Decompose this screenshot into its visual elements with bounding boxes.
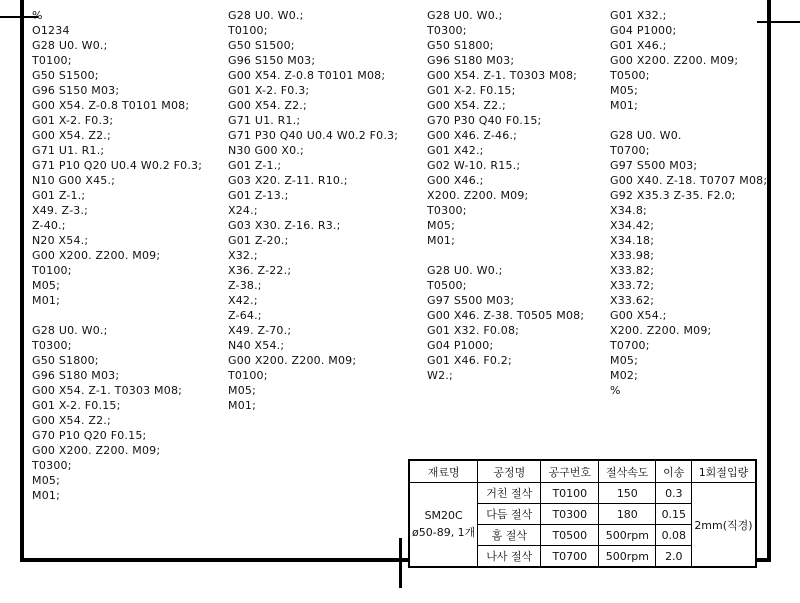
code-line: G28 U0. W0.; <box>32 324 108 337</box>
code-line: G96 S180 M03; <box>427 54 515 67</box>
code-line: M01; <box>228 399 256 412</box>
code-line: G28 U0. W0.; <box>32 39 108 52</box>
code-line: M01; <box>427 234 455 247</box>
code-line: Z-38.; <box>228 279 262 292</box>
code-line: G03 X20. Z-11. R10.; <box>228 174 348 187</box>
code-line: G71 P10 Q20 U0.4 W0.2 F0.3; <box>32 159 203 172</box>
code-line: Z-64.; <box>228 309 262 322</box>
code-line: X49. Z-3.; <box>32 204 89 217</box>
code-line: G97 S500 M03; <box>427 294 515 307</box>
header-feed: 이송 <box>656 460 692 483</box>
code-line: G00 X54. Z-0.8 T0101 M08; <box>228 69 386 82</box>
code-line: M05; <box>32 474 60 487</box>
code-line: X200. Z200. M09; <box>610 324 712 337</box>
code-line: G00 X54. Z-0.8 T0101 M08; <box>32 99 190 112</box>
code-line: G00 X46. Z-46.; <box>427 129 518 142</box>
code-line: G71 U1. R1.; <box>32 144 105 157</box>
code-line: M01; <box>32 294 60 307</box>
code-line: G00 X54. Z-1. T0303 M08; <box>427 69 578 82</box>
code-line: M05; <box>427 219 455 232</box>
feed-cell: 0.3 <box>656 483 692 504</box>
code-line: G01 X-2. F0.15; <box>427 84 516 97</box>
code-line: O1234 <box>32 24 70 37</box>
code-line: X42.; <box>228 294 258 307</box>
speed-cell: 500rpm <box>599 546 656 568</box>
header-depth-of-cut: 1회절입량 <box>692 460 756 483</box>
tool-cell: T0100 <box>541 483 599 504</box>
code-line: T0300; <box>32 339 72 352</box>
code-line: G96 S150 M03; <box>32 84 120 97</box>
code-line: G01 Z-1.; <box>228 159 282 172</box>
code-line: X34.42; <box>610 219 655 232</box>
code-line: G00 X54. Z-1. T0303 M08; <box>32 384 183 397</box>
code-line: M01; <box>32 489 60 502</box>
code-line: G04 P1000; <box>427 339 494 352</box>
code-line: G01 Z-20.; <box>228 234 289 247</box>
gcode-column-3 <box>427 8 584 383</box>
code-line <box>610 113 767 128</box>
code-line: N10 G00 X45.; <box>32 174 116 187</box>
code-line: T0300; <box>427 204 467 217</box>
code-line: G01 X46. F0.2; <box>427 354 512 367</box>
gcode-column-2 <box>228 8 398 413</box>
code-line: G96 S180 M03; <box>32 369 120 382</box>
code-line: M05; <box>32 279 60 292</box>
code-line: G01 X32. F0.08; <box>427 324 520 337</box>
crop-mark-bottom-center <box>399 538 402 588</box>
code-line: Z-40.; <box>32 219 66 232</box>
code-line: X33.62; <box>610 294 655 307</box>
code-line: X24.; <box>228 204 258 217</box>
code-line: T0300; <box>427 24 467 37</box>
feed-cell: 2.0 <box>656 546 692 568</box>
speed-cell: 500rpm <box>599 525 656 546</box>
code-line: G00 X40. Z-18. T0707 M08; <box>610 174 768 187</box>
code-line: X33.98; <box>610 249 655 262</box>
code-line: X36. Z-22.; <box>228 264 292 277</box>
code-line: G01 Z-1.; <box>32 189 86 202</box>
tool-cell: T0700 <box>541 546 599 568</box>
code-line: X34.18; <box>610 234 655 247</box>
code-line: G71 U1. R1.; <box>228 114 301 127</box>
header-process: 공정명 <box>478 460 541 483</box>
code-line: W2.; <box>427 369 453 382</box>
material-cell <box>409 483 478 568</box>
code-line: G01 X46.; <box>610 39 667 52</box>
code-line: G50 S1800; <box>32 354 99 367</box>
code-line: G00 X54. Z2.; <box>427 99 506 112</box>
code-line: G28 U0. W0. <box>610 129 682 142</box>
code-line: % <box>32 9 43 22</box>
code-line: G50 S1500; <box>32 69 99 82</box>
tool-cell: T0500 <box>541 525 599 546</box>
process-cell: 다듬 절삭 <box>478 504 541 525</box>
table-row <box>409 483 756 504</box>
code-line: M02; <box>610 369 638 382</box>
code-line <box>32 308 202 323</box>
code-line: G96 S150 M03; <box>228 54 316 67</box>
code-line: G01 X-2. F0.3; <box>32 114 114 127</box>
code-line: G71 P30 Q40 U0.4 W0.2 F0.3; <box>228 129 399 142</box>
process-cell: 홈 절삭 <box>478 525 541 546</box>
header-tool-number: 공구번호 <box>541 460 599 483</box>
code-line: G70 P30 Q40 F0.15; <box>427 114 542 127</box>
code-line: N40 X54.; <box>228 339 285 352</box>
cutting-conditions-table <box>408 459 757 568</box>
code-line: N20 X54.; <box>32 234 89 247</box>
process-cell: 거친 절삭 <box>478 483 541 504</box>
code-line: T0300; <box>32 459 72 472</box>
code-line: M05; <box>610 354 638 367</box>
code-line: T0700; <box>610 339 650 352</box>
code-line: G01 X32.; <box>610 9 667 22</box>
speed-cell: 150 <box>599 483 656 504</box>
code-line: G00 X54. Z2.; <box>228 99 307 112</box>
process-cell: 나사 절삭 <box>478 546 541 568</box>
code-line: X33.72; <box>610 279 655 292</box>
code-line: G02 W-10. R15.; <box>427 159 521 172</box>
code-line: X33.82; <box>610 264 655 277</box>
tool-cell: T0300 <box>541 504 599 525</box>
code-line: M05; <box>228 384 256 397</box>
code-line: G50 S1500; <box>228 39 295 52</box>
code-line: N30 G00 X0.; <box>228 144 304 157</box>
code-line: T0500; <box>427 279 467 292</box>
code-line: M01; <box>610 99 638 112</box>
code-line: T0100; <box>228 369 268 382</box>
code-line: G28 U0. W0.; <box>427 9 503 22</box>
code-line: G00 X200. Z200. M09; <box>228 354 357 367</box>
code-line: G03 X30. Z-16. R3.; <box>228 219 341 232</box>
feed-cell: 0.08 <box>656 525 692 546</box>
code-line: G70 P10 Q20 F0.15; <box>32 429 147 442</box>
header-material: 재료명 <box>409 460 478 483</box>
code-line: G00 X200. Z200. M09; <box>32 444 161 457</box>
code-line <box>427 248 584 263</box>
code-line: G00 X54.; <box>610 309 667 322</box>
code-line: T0500; <box>610 69 650 82</box>
code-line: T0700; <box>610 144 650 157</box>
frame-border-right <box>767 0 771 562</box>
code-line: SM20C <box>424 509 463 522</box>
code-line: G92 X35.3 Z-35. F2.0; <box>610 189 736 202</box>
code-line: G00 X46. Z-38. T0505 M08; <box>427 309 585 322</box>
feed-cell: 0.15 <box>656 504 692 525</box>
code-line: G01 Z-13.; <box>228 189 289 202</box>
code-line: G00 X54. Z2.; <box>32 129 111 142</box>
code-line: G00 X200. Z200. M09; <box>32 249 161 262</box>
code-line: T0100; <box>228 24 268 37</box>
code-line: G28 U0. W0.; <box>427 264 503 277</box>
code-line: X200. Z200. M09; <box>427 189 529 202</box>
table-header-row <box>409 460 756 483</box>
code-line: X34.8; <box>610 204 647 217</box>
code-line: M05; <box>610 84 638 97</box>
code-line: G04 P1000; <box>610 24 677 37</box>
code-line: ø50-89, 1개 <box>412 526 476 539</box>
code-line: G97 S500 M03; <box>610 159 698 172</box>
frame-border-left <box>20 0 24 562</box>
depth-of-cut-cell: 2mm(직경) <box>692 483 756 568</box>
code-line: G50 S1800; <box>427 39 494 52</box>
code-line: G01 X-2. F0.15; <box>32 399 121 412</box>
code-line: T0100; <box>32 54 72 67</box>
code-line: X32.; <box>228 249 258 262</box>
code-line: G01 X-2. F0.3; <box>228 84 310 97</box>
code-line: X49. Z-70.; <box>228 324 292 337</box>
gcode-column-4 <box>610 8 767 398</box>
code-line: G28 U0. W0.; <box>228 9 304 22</box>
header-cut-speed: 절삭속도 <box>599 460 656 483</box>
code-line: G00 X54. Z2.; <box>32 414 111 427</box>
speed-cell: 180 <box>599 504 656 525</box>
gcode-column-1 <box>32 8 202 503</box>
code-line: G01 X42.; <box>427 144 484 157</box>
code-line: T0100; <box>32 264 72 277</box>
code-line: % <box>610 384 621 397</box>
code-line: G00 X46.; <box>427 174 484 187</box>
code-line: G00 X200. Z200. M09; <box>610 54 739 67</box>
